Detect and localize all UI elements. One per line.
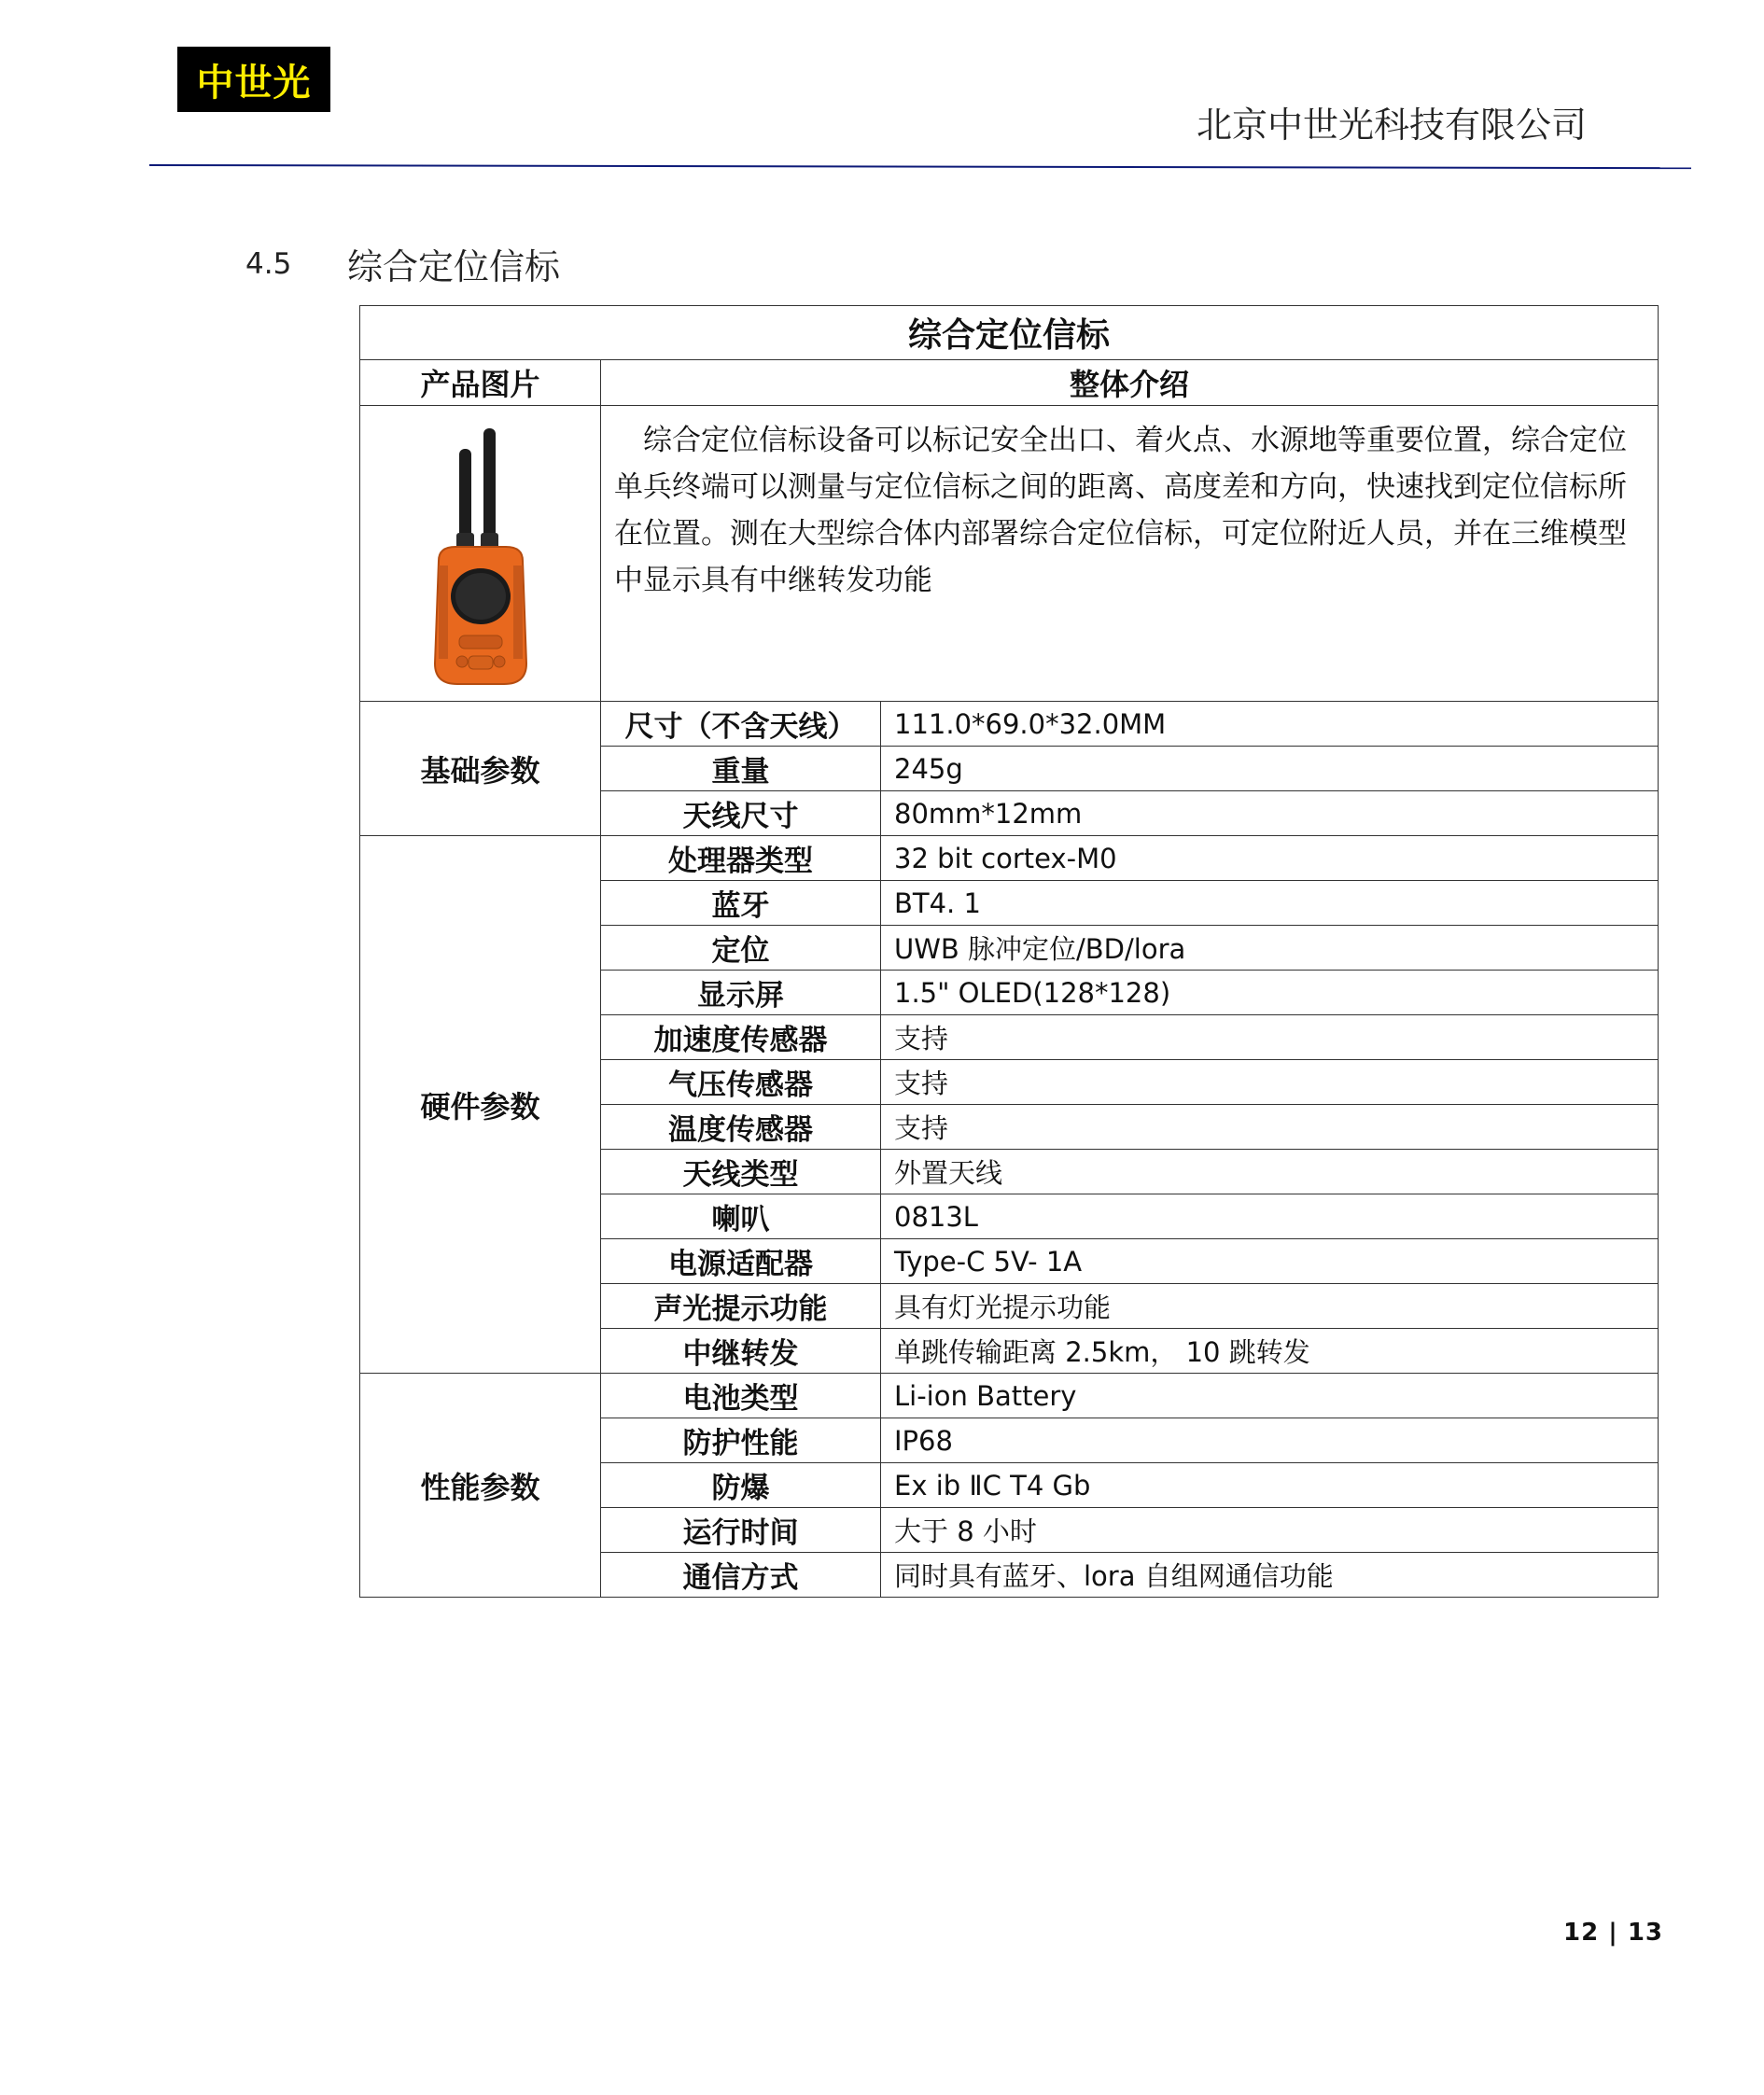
- param-value: 0813L: [881, 1194, 1659, 1239]
- param-value: 支持: [881, 1015, 1659, 1060]
- section-title: 综合定位信标: [347, 246, 561, 287]
- table-row: [360, 702, 1659, 747]
- param-value: 具有灯光提示功能: [881, 1284, 1659, 1329]
- param-value: 单跳传输距离 2.5km， 10 跳转发: [881, 1329, 1659, 1374]
- param-label: 天线类型: [601, 1150, 881, 1194]
- param-value: Li-ion Battery: [881, 1374, 1659, 1418]
- header-overview: 整体介绍: [601, 360, 1659, 406]
- param-value: UWB 脉冲定位/BD/lora: [881, 926, 1659, 971]
- product-image-cell: [360, 406, 601, 702]
- overview-cell: [601, 406, 1659, 702]
- param-label: 处理器类型: [601, 836, 881, 881]
- param-label: 运行时间: [601, 1508, 881, 1553]
- param-label: 电源适配器: [601, 1239, 881, 1284]
- table-row: [360, 1374, 1659, 1418]
- param-label: 尺寸（不含天线）: [601, 702, 881, 747]
- param-value: 支持: [881, 1060, 1659, 1105]
- section-number: 4.5: [245, 247, 292, 281]
- beacon-device-image: [411, 412, 551, 691]
- page-number: 12 | 13: [1563, 1919, 1663, 1947]
- param-group-label: 硬件参数: [360, 836, 601, 1374]
- param-label: 防护性能: [601, 1418, 881, 1463]
- param-label: 加速度传感器: [601, 1015, 881, 1060]
- overview-text: 综合定位信标设备可以标记安全出口、着火点、水源地等重要位置，综合定位单兵终端可以测量与定位信标之间的距离、高度差和方向，快速找到定位信标所在位置。测在大型综合体内部署综合定位信标，可定位附近人员，并在三维模型中显示具有中继转发功能: [614, 424, 1627, 597]
- spec-table: [359, 305, 1659, 1598]
- param-group-label: 性能参数: [360, 1374, 601, 1598]
- param-value: Ex ib ⅡC T4 Gb: [881, 1463, 1659, 1508]
- param-value: BT4. 1: [881, 881, 1659, 926]
- param-label: 声光提示功能: [601, 1284, 881, 1329]
- param-value: Type-C 5V- 1A: [881, 1239, 1659, 1284]
- param-label: 天线尺寸: [601, 791, 881, 836]
- param-label: 电池类型: [601, 1374, 881, 1418]
- param-label: 定位: [601, 926, 881, 971]
- table-title: 综合定位信标: [360, 306, 1659, 360]
- param-value: IP68: [881, 1418, 1659, 1463]
- param-label: 中继转发: [601, 1329, 881, 1374]
- param-value: 同时具有蓝牙、lora 自组网通信功能: [881, 1553, 1659, 1598]
- param-label: 蓝牙: [601, 881, 881, 926]
- param-label: 防爆: [601, 1463, 881, 1508]
- company-name: 北京中世光科技有限公司: [1196, 105, 1587, 146]
- param-value: 32 bit cortex-M0: [881, 836, 1659, 881]
- param-label: 气压传感器: [601, 1060, 881, 1105]
- param-label: 重量: [601, 747, 881, 791]
- param-value: 111.0*69.0*32.0MM: [881, 702, 1659, 747]
- param-group-label: 基础参数: [360, 702, 601, 836]
- company-logo: 中世光: [177, 47, 330, 112]
- param-value: 支持: [881, 1105, 1659, 1150]
- param-label: 通信方式: [601, 1553, 881, 1598]
- header-rule: [149, 164, 1691, 169]
- param-value: 1.5" OLED(128*128): [881, 971, 1659, 1015]
- param-value: 245g: [881, 747, 1659, 791]
- table-row: [360, 836, 1659, 881]
- param-label: 喇叭: [601, 1194, 881, 1239]
- header-product-image: 产品图片: [360, 360, 601, 406]
- param-value: 80mm*12mm: [881, 791, 1659, 836]
- param-value: 外置天线: [881, 1150, 1659, 1194]
- param-value: 大于 8 小时: [881, 1508, 1659, 1553]
- param-label: 显示屏: [601, 971, 881, 1015]
- param-label: 温度传感器: [601, 1105, 881, 1150]
